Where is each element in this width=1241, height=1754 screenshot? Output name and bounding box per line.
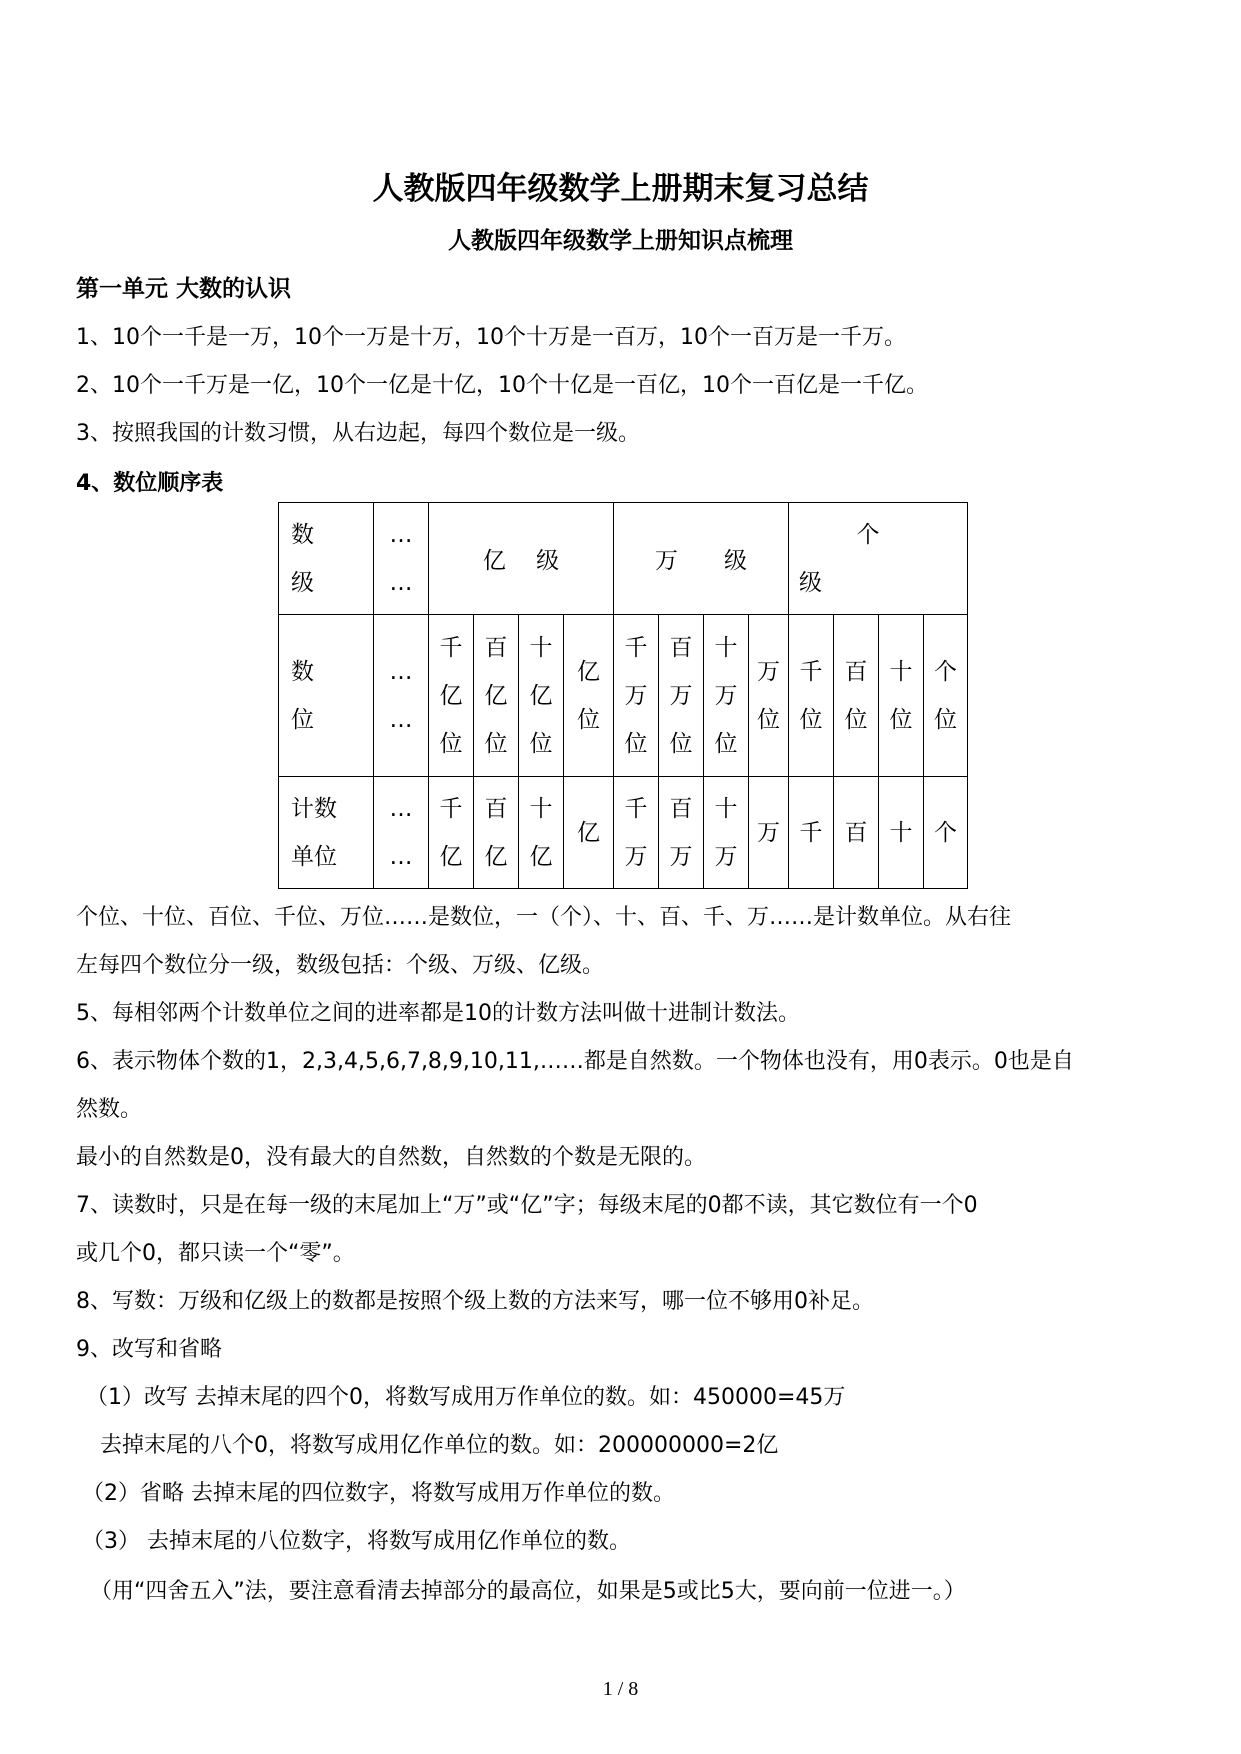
paragraph-line-2: 左每四个数位分一级，数级包括：个级、万级、亿级。 — [76, 953, 605, 978]
table-cell: 百 万 位 — [659, 615, 704, 777]
table-cell: 亿 — [564, 777, 614, 889]
table-cell: 十 万 位 — [704, 615, 749, 777]
cell-header-level: 数 级 — [279, 503, 374, 615]
cell-wan-level: 万 级 — [614, 503, 789, 615]
table-row-units — [279, 777, 968, 889]
cell-ellipsis: … … — [374, 777, 429, 889]
item-3: 3、按照我国的计数习惯，从右边起，每四个数位是一级。 — [76, 421, 640, 446]
table-cell: 十 位 — [879, 615, 924, 777]
table-cell: 百 — [834, 777, 879, 889]
table-cell: 千 亿 — [429, 777, 474, 889]
item-9-rewrite-1: （1）改写 去掉末尾的四个0，将数写成用万作单位的数。如：450000=45万 — [86, 1385, 846, 1410]
table-cell: 万 — [749, 777, 789, 889]
table-row-levels — [279, 503, 968, 615]
cell-yi-level: 亿 级 — [429, 503, 614, 615]
item-6-line-1: 6、表示物体个数的1，2,3,4,5,6,7,8,9,10,11,……都是自然数。一个物体也没有，用0表示。0也是自 — [76, 1049, 1074, 1074]
table-cell: 百 位 — [834, 615, 879, 777]
cell-header-place: 数 位 — [279, 615, 374, 777]
paragraph-line-1: 个位、十位、百位、千位、万位……是数位，一（个）、十、百、千、万……是计数单位。从右往 — [76, 905, 1012, 930]
item-6-line-3: 最小的自然数是0，没有最大的自然数，自然数的个数是无限的。 — [76, 1145, 706, 1170]
unit-heading: 第一单元 大数的认识 — [76, 276, 292, 302]
page-number: 1 / 8 — [602, 1678, 639, 1700]
table-cell: 十 万 — [704, 777, 749, 889]
item-2: 2、10个一千万是一亿，10个一亿是十亿，10个十亿是一百亿，10个一百亿是一千亿。 — [76, 373, 928, 398]
table-cell: 百 万 — [659, 777, 704, 889]
page-subtitle: 人教版四年级数学上册知识点梳理 — [448, 228, 793, 254]
table-cell: 万 位 — [749, 615, 789, 777]
item-8: 8、写数：万级和亿级上的数都是按照个级上数的方法来写，哪一位不够用0补足。 — [76, 1289, 874, 1314]
cell-ge-level: 个 级 — [789, 503, 968, 615]
table-cell: 十 — [879, 777, 924, 889]
table-cell: 千 位 — [789, 615, 834, 777]
item-7-line-2: 或几个0，都只读一个“零”。 — [76, 1241, 355, 1266]
cell-header-unit: 计数 单位 — [279, 777, 374, 889]
table-cell: 千 亿 位 — [429, 615, 474, 777]
table-row-places — [279, 615, 968, 777]
place-value-table — [278, 502, 968, 889]
table-cell: 百 亿 — [474, 777, 519, 889]
item-9-rewrite-2: 去掉末尾的八个0，将数写成用亿作单位的数。如：200000000=2亿 — [100, 1433, 779, 1458]
table-cell: 个 位 — [924, 615, 968, 777]
item-9-omit-2: （3） 去掉末尾的八位数字，将数写成用亿作单位的数。 — [82, 1529, 631, 1554]
cell-ellipsis: … … — [374, 503, 429, 615]
item-9-rounding-note: （用“四舍五入”法，要注意看清去掉部分的最高位，如果是5或比5大，要向前一位进一。） — [90, 1579, 966, 1604]
table-cell: 千 — [789, 777, 834, 889]
table-cell: 十 亿 — [519, 777, 564, 889]
table-cell: 千 万 位 — [614, 615, 659, 777]
item-1: 1、10个一千是一万，10个一万是十万，10个十万是一百万，10个一百万是一千万。 — [76, 325, 906, 350]
page-title: 人教版四年级数学上册期末复习总结 — [372, 171, 869, 207]
item-7-line-1: 7、读数时，只是在每一级的末尾加上“万”或“亿”字；每级末尾的0都不读，其它数位有一个0 — [76, 1193, 978, 1218]
item-5: 5、每相邻两个计数单位之间的进率都是10的计数方法叫做十进制计数法。 — [76, 1001, 800, 1026]
item-9: 9、改写和省略 — [76, 1337, 222, 1362]
item-4-heading: 4、数位顺序表 — [76, 471, 224, 496]
table-cell: 十 亿 位 — [519, 615, 564, 777]
item-9-omit-1: （2）省略 去掉末尾的四位数字，将数写成用万作单位的数。 — [82, 1481, 675, 1506]
item-6-line-2: 然数。 — [76, 1097, 143, 1122]
table-cell: 千 万 — [614, 777, 659, 889]
table-cell: 百 亿 位 — [474, 615, 519, 777]
table-cell: 个 — [924, 777, 968, 889]
table-cell: 亿 位 — [564, 615, 614, 777]
cell-ellipsis: … … — [374, 615, 429, 777]
